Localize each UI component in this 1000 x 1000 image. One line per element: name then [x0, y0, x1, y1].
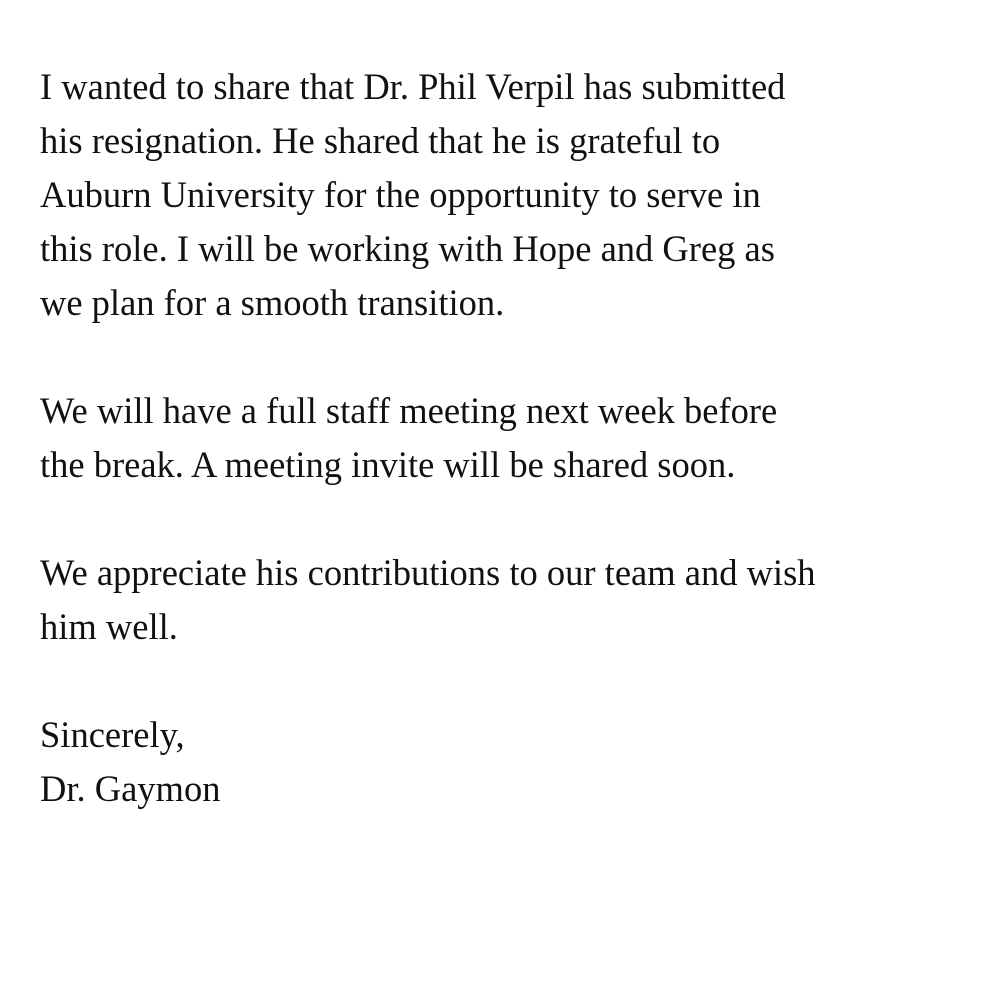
- paragraph-spacer: [40, 330, 980, 384]
- text-line: We appreciate his contributions to our team and wish: [40, 552, 816, 593]
- paragraph-spacer: [40, 492, 980, 546]
- text-line: we plan for a smooth transition.: [40, 282, 505, 323]
- text-line: Auburn University for the opportunity to serve in: [40, 174, 761, 215]
- text-line: his resignation. He shared that he is grateful to: [40, 120, 721, 161]
- text-line: this role. I will be working with Hope and Greg as: [40, 228, 775, 269]
- closing-text: Sincerely,: [40, 714, 185, 755]
- text-line: We will have a full staff meeting next week before: [40, 390, 778, 431]
- text-line: I wanted to share that Dr. Phil Verpil has submitted: [40, 66, 786, 107]
- text-line: him well.: [40, 606, 178, 647]
- paragraph-resignation: [40, 60, 980, 330]
- text-line: the break. A meeting invite will be shared soon.: [40, 444, 736, 485]
- paragraph-appreciation: [40, 546, 980, 654]
- paragraph-spacer: [40, 654, 980, 708]
- letter-body: [40, 60, 980, 816]
- paragraph-staff-meeting: [40, 384, 980, 492]
- sign-off: [40, 708, 980, 816]
- signature-name: Dr. Gaymon: [40, 768, 221, 809]
